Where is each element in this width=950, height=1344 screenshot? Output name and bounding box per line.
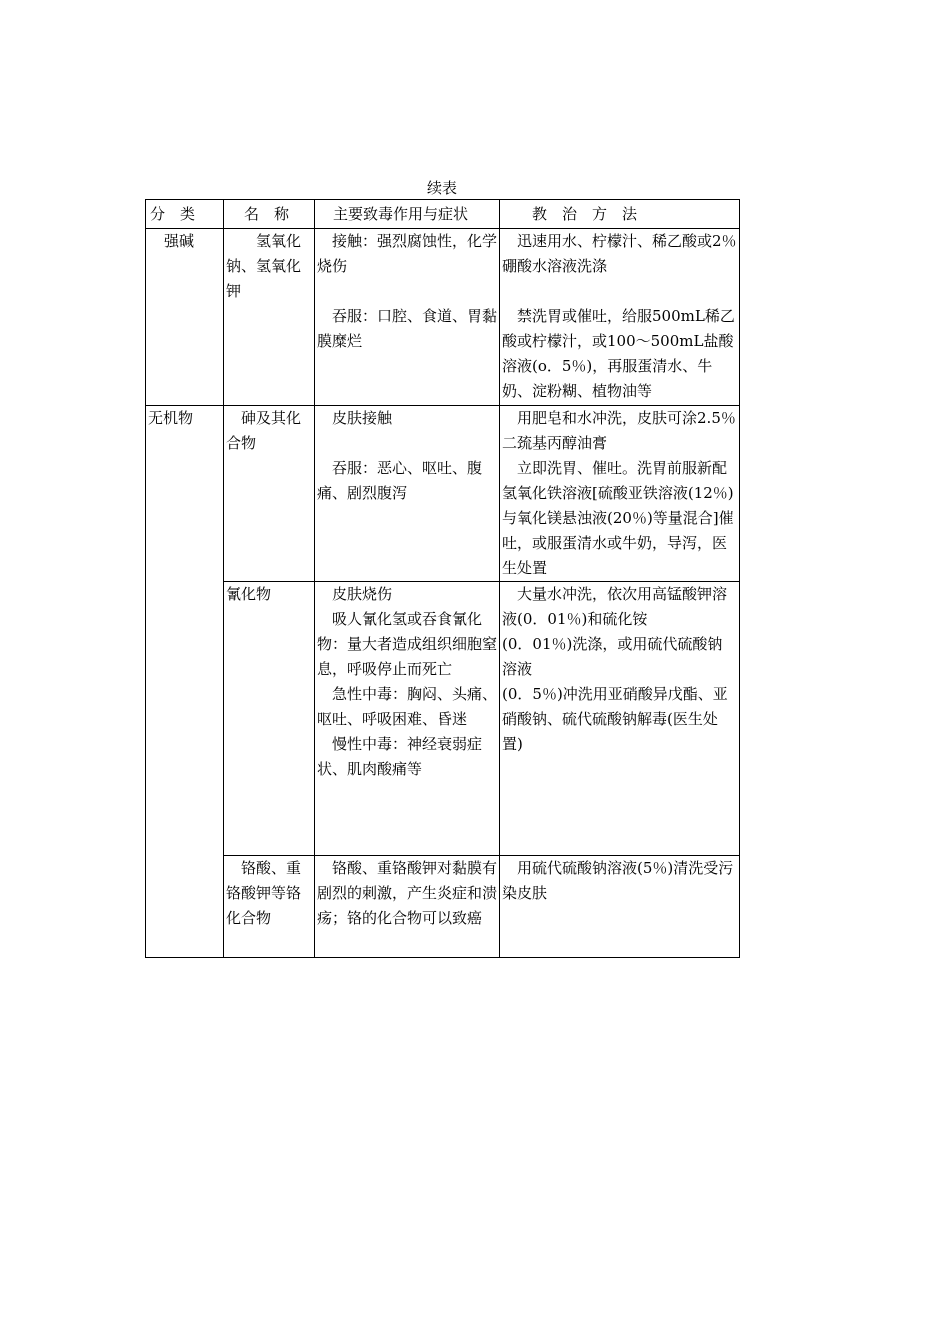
symptom-text: 接触：强烈腐蚀性，化学烧伤 — [317, 232, 498, 275]
poison-treatment-table — [145, 199, 740, 958]
treatment-cell — [500, 582, 740, 856]
header-name: 名 称 — [224, 200, 315, 229]
symptom-text: 吸人氰化氢或吞食氰化物：量大者造成组织细胞窒息，呼吸停止而死亡 — [317, 610, 498, 678]
symptom-text: 状、肌肉酸痛等 — [317, 760, 423, 778]
symptom-cell — [315, 406, 500, 582]
symptom-text: 铬酸、重铬酸钾对黏膜有剧烈的刺激，产生炎症和溃疡；铬的化合物可以致癌 — [317, 859, 498, 927]
treatment-cell — [500, 406, 740, 582]
name-cell: 氢氧化钠、氢氧化钾 — [224, 229, 315, 406]
symptom-text: 吞服：口腔、食道、胃黏膜糜烂 — [317, 307, 498, 350]
header-symptoms: 主要致毒作用与症状 — [315, 200, 500, 229]
header-category: 分 类 — [146, 200, 224, 229]
treatment-cell — [500, 229, 740, 406]
treatment-text: 禁洗胃或催吐，给服500mL稀乙酸或柠檬汁，或100～500mL盐酸溶液(o．5％)，再服蛋清水、牛奶、淀粉糊、植物油等 — [502, 307, 735, 400]
treatment-text: (0．5％)冲洗用亚硝酸异戊酯、亚硝酸钠、硫代硫酸钠解毒(医生处置) — [502, 685, 728, 753]
table-row — [146, 856, 740, 958]
treatment-text: 用硫代硫酸钠溶液(5％)清洗受污染皮肤 — [502, 859, 734, 902]
table-row — [146, 406, 740, 582]
symptom-text: 皮肤接触 — [317, 409, 393, 427]
name-cell: 铬酸、重铬酸钾等铬化合物 — [224, 856, 315, 958]
treatment-cell — [500, 856, 740, 958]
name-cell: 砷及其化合物 — [224, 406, 315, 582]
table-row — [146, 582, 740, 856]
treatment-text: (0．01％)洗涤，或用硫代硫酸钠溶液 — [502, 635, 723, 678]
treatment-text: 大量水冲洗，依次用高锰酸钾溶液(0．01％)和硫化铵 — [502, 585, 728, 628]
table-row — [146, 229, 740, 406]
symptom-cell — [315, 582, 500, 856]
symptom-text: 慢性中毒：神经衰弱症 — [317, 735, 483, 753]
symptom-text: 皮肤烧伤 — [317, 585, 393, 603]
category-cell: 无机物 — [146, 406, 224, 958]
category-cell: 强碱 — [146, 229, 224, 406]
table-caption: 续表 — [426, 179, 457, 197]
symptom-text: 吞服：恶心、呕吐、腹痛、剧烈腹泻 — [317, 459, 483, 502]
spacer — [502, 279, 737, 304]
header-treatment: 教 治 方 法 — [500, 200, 740, 229]
treatment-text: 立即洗胃、催吐。洗胃前服新配氢氧化铁溶液[硫酸亚铁溶液(12％)与氧化镁悬浊液(20％)等量混合]催吐，或服蛋清水或牛奶，导泻，医生处置 — [502, 459, 734, 577]
symptom-text: 急性中毒：胸闷、头痛、呕吐、呼吸困难、昏迷 — [317, 685, 498, 728]
treatment-text: 用肥皂和水冲洗，皮肤可涂2.5％二巯基丙醇油膏 — [502, 409, 736, 452]
name-cell: 氰化物 — [224, 582, 315, 856]
symptom-cell — [315, 856, 500, 958]
spacer — [317, 431, 497, 456]
symptom-cell — [315, 229, 500, 406]
spacer — [317, 279, 497, 304]
treatment-text: 迅速用水、柠檬汁、稀乙酸或2％硼酸水溶液洗涤 — [502, 232, 737, 275]
table-header-row — [146, 200, 740, 229]
